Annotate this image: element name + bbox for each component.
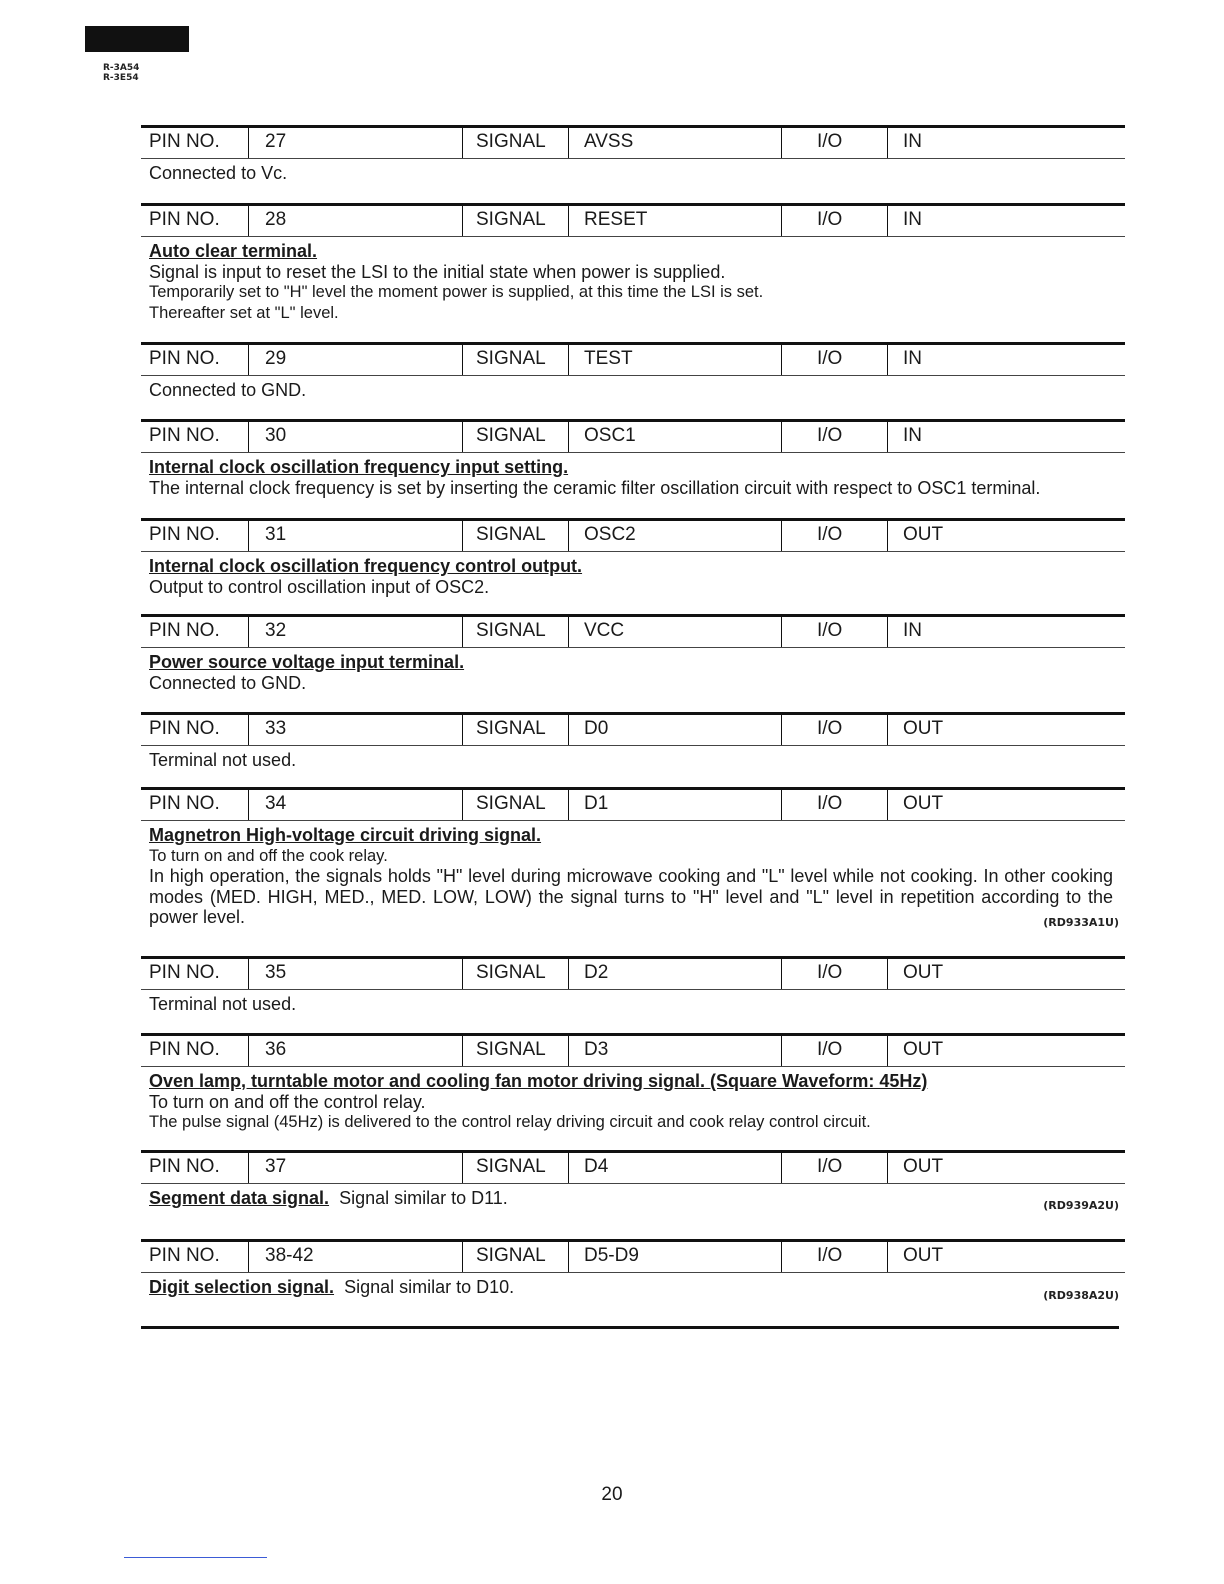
pin-section-29 (141, 342, 1125, 401)
description-line: Output to control oscillation input of OSC2. (149, 576, 490, 597)
io-label: I/O (817, 620, 843, 641)
section-title: Internal clock oscillation frequency control output. (149, 556, 583, 576)
pin-header-row (141, 787, 1125, 821)
model-number: R-3A54 (103, 63, 140, 73)
pin-number: 30 (265, 425, 287, 446)
io-value: OUT (903, 524, 944, 545)
description-line: Terminal not used. (149, 750, 297, 770)
io-label: I/O (817, 425, 843, 446)
bottom-rule (141, 1326, 1119, 1329)
io-value: OUT (903, 793, 944, 814)
pin-number: 27 (265, 131, 287, 152)
io-value: OUT (903, 962, 944, 983)
pin-number: 38-42 (265, 1245, 314, 1266)
pin-header-row (141, 956, 1125, 990)
signal-label: SIGNAL (476, 793, 546, 814)
signal-label: SIGNAL (476, 524, 546, 545)
signal-label: SIGNAL (476, 209, 546, 230)
signal-name: RESET (584, 209, 648, 230)
io-label: I/O (817, 1039, 843, 1060)
io-value: IN (903, 209, 922, 230)
description-inline: Signal similar to D11. (339, 1188, 508, 1208)
io-value: IN (903, 425, 922, 446)
signal-label: SIGNAL (476, 1245, 546, 1266)
description-line: Temporarily set to "H" level the moment power is supplied, at this time the LSI is set. (149, 283, 764, 301)
io-label: I/O (817, 1156, 843, 1177)
pin-header-row (141, 518, 1125, 552)
footer-line (124, 1557, 267, 1558)
signal-name: OSC2 (584, 524, 636, 545)
description-line: Signal is input to reset the LSI to the initial state when power is supplied. (149, 261, 726, 282)
signal-name: D2 (584, 962, 609, 983)
signal-label: SIGNAL (476, 348, 546, 369)
pin-label: PIN NO. (149, 1156, 220, 1177)
pin-header-row (141, 1033, 1125, 1067)
pin-label: PIN NO. (149, 425, 220, 446)
pin-number: 34 (265, 793, 287, 814)
pin-header-row (141, 1239, 1125, 1273)
pin-number: 28 (265, 209, 287, 230)
pin-label: PIN NO. (149, 962, 220, 983)
description-line: To turn on and off the cook relay. (149, 846, 388, 865)
io-value: IN (903, 348, 922, 369)
pin-header-row (141, 1150, 1125, 1184)
signal-label: SIGNAL (476, 718, 546, 739)
pin-label: PIN NO. (149, 524, 220, 545)
io-label: I/O (817, 131, 843, 152)
section-title: Internal clock oscillation frequency input setting. (149, 457, 569, 477)
logo-block (85, 26, 189, 52)
signal-name: TEST (584, 348, 633, 369)
pin-section-38-42 (141, 1239, 1125, 1302)
section-title: Magnetron High-voltage circuit driving signal. (149, 825, 542, 845)
pin-label: PIN NO. (149, 718, 220, 739)
pin-section-30 (141, 419, 1125, 498)
pin-section-34 (141, 787, 1125, 928)
description-line: Connected to GND. (149, 672, 307, 693)
io-value: OUT (903, 1039, 944, 1060)
pin-label: PIN NO. (149, 209, 220, 230)
signal-label: SIGNAL (476, 425, 546, 446)
signal-name: D3 (584, 1039, 609, 1060)
pin-label: PIN NO. (149, 1039, 220, 1060)
pin-number: 36 (265, 1039, 287, 1060)
description-line: In high operation, the signals holds "H" level during microwave cooking and "L" level while not cooking. In other cooking modes (MED. HIGH, MED., MED. LOW, LOW) the signal turns to "H" level and "L" level in repetition according to the power level. (149, 866, 1113, 927)
io-value: OUT (903, 1156, 944, 1177)
section-title: Power source voltage input terminal. (149, 652, 465, 672)
description-line: To turn on and off the control relay. (149, 1091, 426, 1112)
pin-section-28 (141, 203, 1125, 323)
pin-number: 35 (265, 962, 287, 983)
io-value: IN (903, 131, 922, 152)
signal-name: D1 (584, 793, 609, 814)
pin-label: PIN NO. (149, 348, 220, 369)
pin-number: 37 (265, 1156, 287, 1177)
pin-header-row (141, 712, 1125, 746)
io-label: I/O (817, 524, 843, 545)
description-line: The pulse signal (45Hz) is delivered to the control relay driving circuit and cook relay control circuit. (149, 1113, 871, 1131)
pin-number: 32 (265, 620, 287, 641)
model-number: R-3E54 (103, 73, 139, 83)
reference-code: (RD939A2U) (1043, 1199, 1119, 1212)
description-line: Connected to Vc. (149, 163, 288, 183)
io-label: I/O (817, 1245, 843, 1266)
section-title: Digit selection signal. (149, 1277, 335, 1297)
io-label: I/O (817, 962, 843, 983)
signal-label: SIGNAL (476, 131, 546, 152)
section-title: Oven lamp, turntable motor and cooling fan motor driving signal. (Square Waveform: 45Hz) (149, 1071, 928, 1091)
description-line: The internal clock frequency is set by inserting the ceramic filter oscillation circuit with respect to OSC1 terminal. (149, 477, 1041, 498)
pin-section-27 (141, 125, 1125, 184)
pin-section-37 (141, 1150, 1125, 1212)
pin-number: 31 (265, 524, 287, 545)
io-label: I/O (817, 793, 843, 814)
description-inline: Signal similar to D10. (344, 1277, 515, 1297)
pin-number: 29 (265, 348, 287, 369)
description-line: Terminal not used. (149, 994, 297, 1014)
io-label: I/O (817, 209, 843, 230)
signal-name: D4 (584, 1156, 609, 1177)
pin-section-31 (141, 518, 1125, 597)
pin-label: PIN NO. (149, 793, 220, 814)
pin-label: PIN NO. (149, 131, 220, 152)
pin-number: 33 (265, 718, 287, 739)
pin-header-row (141, 342, 1125, 376)
pin-section-32 (141, 614, 1125, 693)
pin-header-row (141, 203, 1125, 237)
io-label: I/O (817, 718, 843, 739)
description-line: Connected to GND. (149, 380, 307, 400)
signal-label: SIGNAL (476, 620, 546, 641)
reference-code: (RD938A2U) (1043, 1289, 1119, 1302)
section-title: Segment data signal. (149, 1188, 330, 1208)
signal-name: OSC1 (584, 425, 636, 446)
signal-label: SIGNAL (476, 1156, 546, 1177)
pin-section-33 (141, 712, 1125, 771)
pin-section-35 (141, 956, 1125, 1015)
pin-label: PIN NO. (149, 1245, 220, 1266)
description-line: Thereafter set at "L" level. (149, 303, 339, 322)
pin-header-row (141, 419, 1125, 453)
model-numbers (103, 63, 139, 83)
pin-header-row (141, 125, 1125, 159)
signal-name: D5-D9 (584, 1245, 639, 1266)
pin-section-36 (141, 1033, 1125, 1133)
signal-label: SIGNAL (476, 962, 546, 983)
pin-label: PIN NO. (149, 620, 220, 641)
signal-name: D0 (584, 718, 609, 739)
page-number: 20 (601, 1484, 623, 1505)
io-label: I/O (817, 348, 843, 369)
io-value: OUT (903, 718, 944, 739)
io-value: IN (903, 620, 922, 641)
signal-label: SIGNAL (476, 1039, 546, 1060)
io-value: OUT (903, 1245, 944, 1266)
signal-name: VCC (584, 620, 625, 641)
signal-name: AVSS (584, 131, 634, 152)
reference-code: (RD933A1U) (1043, 916, 1119, 929)
section-title: Auto clear terminal. (149, 241, 318, 261)
pin-header-row (141, 614, 1125, 648)
